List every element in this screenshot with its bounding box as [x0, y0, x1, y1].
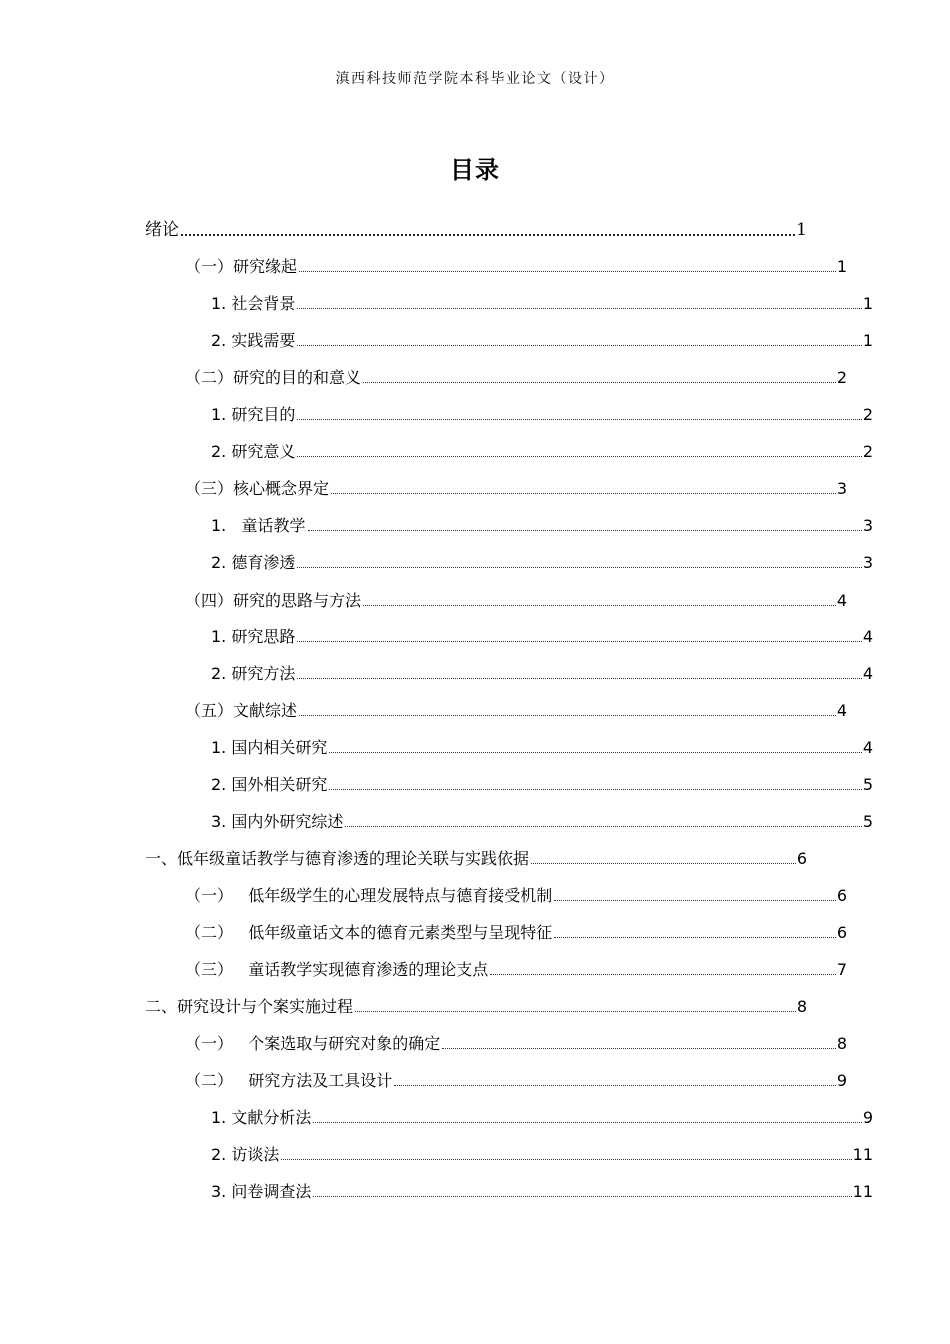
toc-label: （二）研究的目的和意义: [185, 368, 362, 387]
toc-label: 1. 国内相关研究: [211, 738, 328, 757]
toc-leader: [329, 752, 861, 753]
toc-leader: [394, 1085, 836, 1086]
toc-label: 2. 实践需要: [211, 331, 296, 350]
toc-leader: [442, 1048, 836, 1049]
toc-page-number: 5: [862, 812, 873, 831]
toc-label: 2. 访谈法: [211, 1145, 280, 1164]
toc-page-number: 4: [862, 627, 873, 646]
toc-leader: [355, 1011, 796, 1012]
toc-leader: [531, 863, 796, 864]
toc-label: 2. 国外相关研究: [211, 775, 328, 794]
toc-entry[interactable]: [145, 364, 847, 388]
toc-label: （五）文献综述: [185, 701, 298, 720]
toc-entry[interactable]: [145, 1141, 873, 1165]
toc-page-number: 11: [852, 1182, 873, 1201]
toc-leader: [345, 826, 861, 827]
toc-leader: [281, 1159, 851, 1160]
toc-leader: [297, 678, 861, 679]
toc-entry[interactable]: [145, 808, 873, 832]
toc-label: 1. 研究思路: [211, 627, 296, 646]
toc-leader: [181, 234, 795, 236]
toc-entry[interactable]: [145, 290, 873, 314]
toc-label: 二、研究设计与个案实施过程: [145, 997, 354, 1016]
toc-page-number: 6: [796, 849, 807, 868]
toc-page-number: 4: [836, 591, 847, 610]
toc-leader: [299, 271, 836, 272]
toc-page-number: 3: [862, 516, 873, 535]
toc-leader: [329, 789, 861, 790]
toc-label: （三）核心概念界定: [185, 479, 330, 498]
toc-label: （三） 童话教学实现德育渗透的理论支点: [185, 960, 489, 979]
toc-page-number: 7: [836, 960, 847, 979]
toc-leader: [554, 900, 836, 901]
toc-page-number: 8: [796, 997, 807, 1016]
toc-leader: [297, 345, 861, 346]
toc-entry[interactable]: [145, 587, 847, 611]
toc-page-number: 2: [862, 442, 873, 461]
toc-entry[interactable]: [145, 1104, 873, 1128]
toc-leader: [297, 641, 861, 642]
toc-entry[interactable]: [145, 327, 873, 351]
toc-leader: [313, 1196, 851, 1197]
toc-label: 一、低年级童话教学与德育渗透的理论关联与实践依据: [145, 849, 530, 868]
toc-entry[interactable]: [145, 512, 873, 536]
toc-label: （二） 低年级童话文本的德育元素类型与呈现特征: [185, 923, 553, 942]
toc-leader: [313, 1122, 861, 1123]
toc-entry[interactable]: [145, 475, 847, 499]
toc-page-number: 9: [862, 1108, 873, 1127]
toc-entry[interactable]: [145, 660, 873, 684]
toc-leader: [363, 605, 836, 606]
toc-entry[interactable]: [145, 253, 847, 277]
toc-leader: [297, 308, 861, 309]
toc-label: 1. 研究目的: [211, 405, 296, 424]
toc-label: （一） 个案选取与研究对象的确定: [185, 1034, 441, 1053]
toc-leader: [363, 382, 836, 383]
toc-label: （一） 低年级学生的心理发展特点与德育接受机制: [185, 886, 553, 905]
toc-entry[interactable]: [145, 956, 847, 980]
toc-leader: [490, 974, 836, 975]
toc-label: 2. 研究方法: [211, 664, 296, 683]
toc-page-number: 1: [796, 220, 807, 240]
toc-leader: [331, 493, 836, 494]
toc-entry[interactable]: [145, 401, 873, 425]
toc-leader: [308, 530, 862, 531]
toc-label: （四）研究的思路与方法: [185, 591, 362, 610]
toc-label: 绪论: [145, 220, 179, 240]
toc-page-number: 6: [836, 886, 847, 905]
toc-entry[interactable]: [145, 919, 847, 943]
toc-entry[interactable]: [145, 1030, 847, 1054]
toc-page-number: 2: [862, 405, 873, 424]
toc-page-number: 3: [836, 479, 847, 498]
toc-entry[interactable]: [145, 623, 873, 647]
toc-page-number: 2: [836, 368, 847, 387]
toc-page-number: 11: [852, 1145, 873, 1164]
toc-page-number: 4: [862, 738, 873, 757]
toc-entry[interactable]: [145, 438, 873, 462]
toc-leader: [297, 567, 861, 568]
toc-leader: [297, 456, 861, 457]
toc-entry[interactable]: [145, 993, 807, 1017]
toc-entry[interactable]: [145, 882, 847, 906]
toc-leader: [297, 419, 861, 420]
toc-label: 1. 社会背景: [211, 294, 296, 313]
toc-page-number: 3: [862, 553, 873, 572]
toc-page-number: 1: [862, 294, 873, 313]
toc-page-number: 6: [836, 923, 847, 942]
page-title: 目录: [450, 156, 500, 184]
toc-page-number: 4: [862, 664, 873, 683]
toc-label: （二） 研究方法及工具设计: [185, 1071, 393, 1090]
toc-entry[interactable]: [145, 697, 847, 721]
toc-label: 2. 德育渗透: [211, 553, 296, 572]
toc-page-number: 8: [836, 1034, 847, 1053]
toc-label: 3. 问卷调查法: [211, 1182, 312, 1201]
toc-entry[interactable]: [145, 845, 807, 869]
toc-entry[interactable]: [145, 1178, 873, 1202]
toc-label: 1. 童话教学: [211, 516, 306, 535]
toc-entry[interactable]: [145, 734, 873, 758]
toc-entry[interactable]: [145, 1067, 847, 1091]
toc-page-number: 5: [862, 775, 873, 794]
toc-page-number: 1: [862, 331, 873, 350]
toc-label: （一）研究缘起: [185, 257, 298, 276]
toc-label: 2. 研究意义: [211, 442, 296, 461]
toc-page-number: 1: [836, 257, 847, 276]
toc-leader: [299, 715, 836, 716]
toc-entry[interactable]: [145, 771, 873, 795]
toc-page-number: 9: [836, 1071, 847, 1090]
toc-entry[interactable]: [145, 549, 873, 573]
toc-label: 1. 文献分析法: [211, 1108, 312, 1127]
toc-entry[interactable]: [145, 216, 807, 240]
toc-label: 3. 国内外研究综述: [211, 812, 344, 831]
page-header: 滇西科技师范学院本科毕业论文（设计）: [335, 71, 615, 87]
toc-page-number: 4: [836, 701, 847, 720]
toc-leader: [554, 937, 836, 938]
